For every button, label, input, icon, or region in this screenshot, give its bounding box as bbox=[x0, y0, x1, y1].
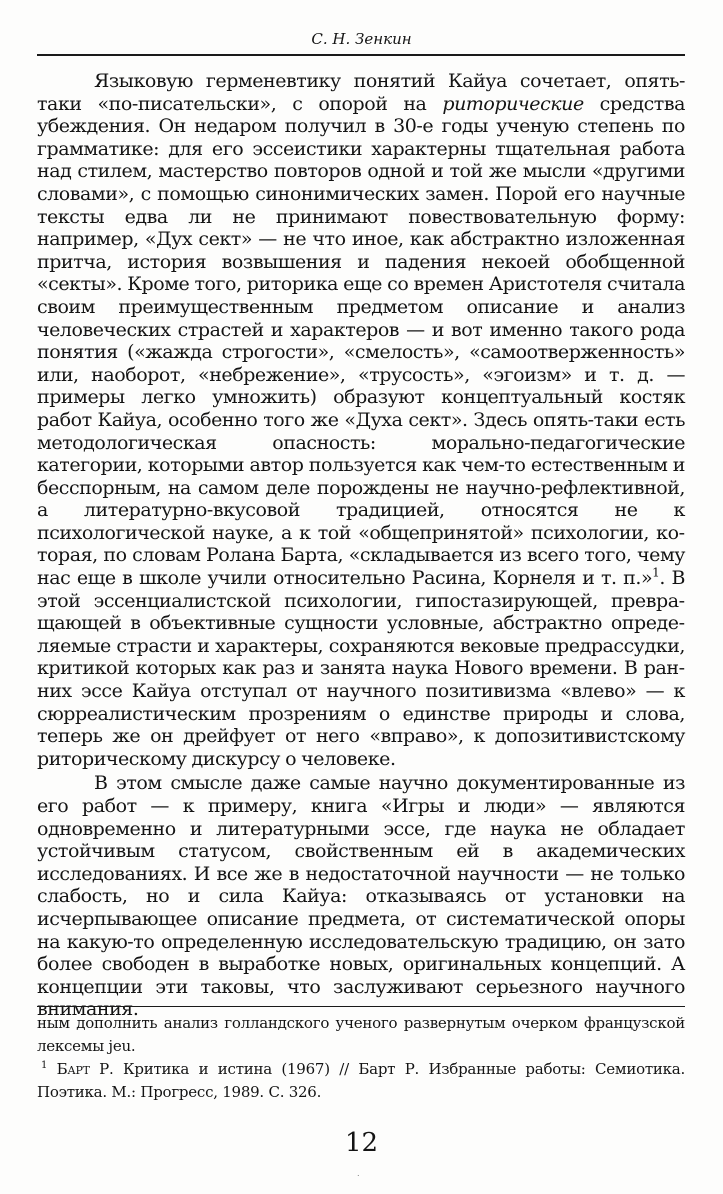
footnote-continuation: ным дополнить анализ голландского ученого развернутым очерком французской лексемы jeu. bbox=[37, 1014, 685, 1055]
footnote-1-marker: 1 bbox=[41, 1060, 48, 1071]
paragraph-2: В этом смысле даже самые научно документированные из его работ — к примеру, книга «Игры и люди» — являются одновременно и литературными эссе, где наука не обладает устойчивым статусом, свойственным ей в академических исследованиях. И все же в недостаточной научности — не только слабость, но и сила Кайуа: отказываясь от установки на исчерпывающее описание предмета, от систематической опоры на какую-то определенную исследовательскую традицию, он зато более свободен в выработке новых, оригинальных концепций. А концепции эти таковы, что заслуживают серьезного научного внимания. bbox=[37, 772, 685, 1021]
running-head: С. Н. Зенкин bbox=[311, 30, 412, 48]
scan-mark: . bbox=[357, 1169, 360, 1178]
paragraph-1-text-c: . В этой эссенциалистской психологии, гипостазирующей, превращающей в объективные сущности условные, абстрактно определяемые страсти и характеры, сохраняются вековые предрассудки, критикой которых как раз и занята наука Нового времени. В ранних эссе Кайуа отступал от научного позитивизма «влево» — к сюрреалистическим прозрениям о единстве природы и слова, теперь же он дрейфует от него «вправо», к допозитивистскому риторическому дискурсу о человеке. bbox=[37, 567, 685, 770]
footnote-1-author: Барт bbox=[56, 1060, 90, 1078]
footnote-rule bbox=[37, 1006, 685, 1007]
footnote-1-text: Р. Критика и истина (1967) // Барт Р. Избранные работы: Семиотика. Поэтика. М.: Прогресс, 1989. С. 326. bbox=[37, 1060, 685, 1101]
page-number: 12 bbox=[344, 1128, 379, 1158]
footnotes bbox=[37, 1012, 685, 1104]
header-rule bbox=[37, 54, 685, 56]
paragraph-1-text-b: средства убеждения. Он недаром получил в 30-е годы ученую степень по грамматике: для его эссеистики характерны тщательная работа над стилем, мастерство повторов одной и той же мысли «другими словами», с помощью синонимических замен. Порой его научные тексты едва ли не принимают повествовательную форму: например, «Дух сект» — не что иное, как абстрактно изложенная притча, история возвышения и падения некоей обобщенной «секты». Кроме того, риторика еще со времен Аристотеля считала своим преимущественным предметом описание и анализ человеческих страстей и характеров — и вот именно такого рода понятия («жажда строгости», «смелость», «самоотверженность» или, наоборот, «небрежение», «трусость», «эгоизм» и т. д. — примеры легко умножить) образуют концептуальный костяк работ Кайуа, особенно того же «Духа сект». Здесь опять-таки есть методологическая опасность: морально-педагогические категории, которыми автор пользуется как чем-то естественным и бесспорным, на самом деле порождены не научно-рефлективной, а литературно-вкусовой традицией, относятся не к психологической науке, а к той «общепринятой» психологии, которая, по словам Ролана Барта, «складывается из всего того, чему нас еще в школе учили относительно Расина, Корнеля и т. п.» bbox=[37, 92, 685, 590]
emphasis-rhetorical: риторические bbox=[442, 92, 584, 115]
paragraph-1 bbox=[37, 70, 685, 770]
footnote-ref-1[interactable]: 1 bbox=[652, 565, 660, 580]
footnote-1 bbox=[37, 1058, 685, 1104]
main-text bbox=[37, 70, 685, 1021]
paragraph-1-text-a: Языковую герменевтику понятий Кайуа сочетает, опять-таки «по-писательски», с опорой на bbox=[37, 70, 685, 115]
